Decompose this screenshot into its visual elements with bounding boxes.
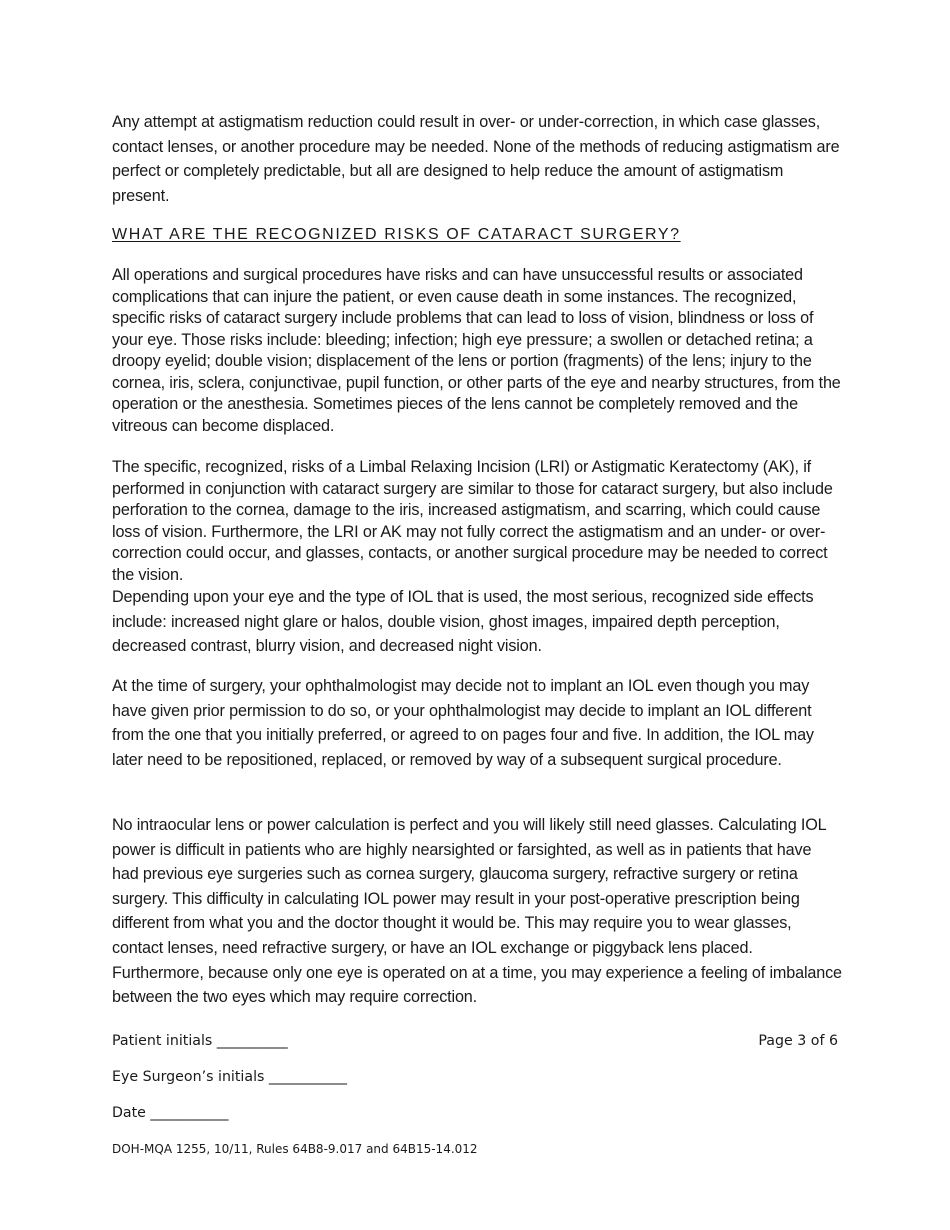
section-heading-risks: WHAT ARE THE RECOGNIZED RISKS OF CATARACT SURGERY? bbox=[112, 226, 681, 243]
paragraph-lri-ak-risks: The specific, recognized, risks of a Limbal Relaxing Incision (LRI) or Astigmatic Keratectomy (AK), if performed in conjunction with cataract surgery are similar to those for cataract surgery, but also include perforation to the cornea, damage to the iris, increased astigmatism, and scarring, which could cause loss of vision. Furthermore, the LRI or AK may not fully correct the astigmatism and an under- or over-correction could occur, and glasses, contacts, or another surgical procedure may be needed to correct the vision. bbox=[112, 458, 833, 584]
date-field: Date ___________ bbox=[112, 1105, 229, 1121]
paragraph-iol-implant-decision: At the time of surgery, your ophthalmologist may decide not to implant an IOL even though you may have given prior permission to do so, or your ophthalmologist may decide to implant an IOL different from the one that you initially preferred, or agreed to on pages four and five. In addition, the IOL may later need to be repositioned, replaced, or removed by way of a subsequent surgical procedure. bbox=[112, 677, 814, 769]
paragraph-astigmatism-reduction: Any attempt at astigmatism reduction could result in over- or under-correction, in which case glasses, contact lenses, or another procedure may be needed. None of the methods of reducing astigmatism are perfect or completely predictable, but all are designed to help reduce the amount of astigmatism present. bbox=[112, 113, 840, 205]
surgeon-initials-field: Eye Surgeon’s initials ___________ bbox=[112, 1069, 347, 1085]
patient-initials-field: Patient initials __________ bbox=[112, 1033, 288, 1049]
form-identifier: DOH-MQA 1255, 10/11, Rules 64B8-9.017 and 64B15-14.012 bbox=[112, 1142, 478, 1156]
page-number: Page 3 of 6 bbox=[758, 1033, 838, 1049]
paragraph-iol-power-calculation: No intraocular lens or power calculation is perfect and you will likely still need glasses. Calculating IOL power is difficult in patients who are highly nearsighted or farsighted, as well as in patients that have had previous eye surgeries such as cornea surgery, glaucoma surgery, refractive surgery or retina surgery. This difficulty in calculating IOL power may result in your post-operative prescription being different from what you and the doctor thought it would be. This may require you to wear glasses, contact lenses, need refractive surgery, or have an IOL exchange or piggyback lens placed. Furthermore, because only one eye is operated on at a time, you may experience a feeling of imbalance between the two eyes which may require correction. bbox=[112, 816, 842, 1007]
paragraph-surgical-risks: All operations and surgical procedures have risks and can have unsuccessful results or associated complications that can injure the patient, or even cause death in some instances. The recognized, specific risks of cataract surgery include problems that can lead to loss of vision, blindness or loss of your eye. Those risks include: bleeding; infection; high eye pressure; a swollen or detached retina; a droopy eyelid; double vision; displacement of the lens or portion (fragments) of the lens; injury to the cornea, iris, sclera, conjunctivae, pupil function, or other parts of the eye and nearby structures, from the operation or the anesthesia. Sometimes pieces of the lens cannot be completely removed and the vitreous can become displaced. bbox=[112, 266, 841, 435]
paragraph-iol-side-effects: Depending upon your eye and the type of IOL that is used, the most serious, recognized side effects include: increased night glare or halos, double vision, ghost images, impaired depth perception, decreased contrast, blurry vision, and decreased night vision. bbox=[112, 588, 814, 656]
